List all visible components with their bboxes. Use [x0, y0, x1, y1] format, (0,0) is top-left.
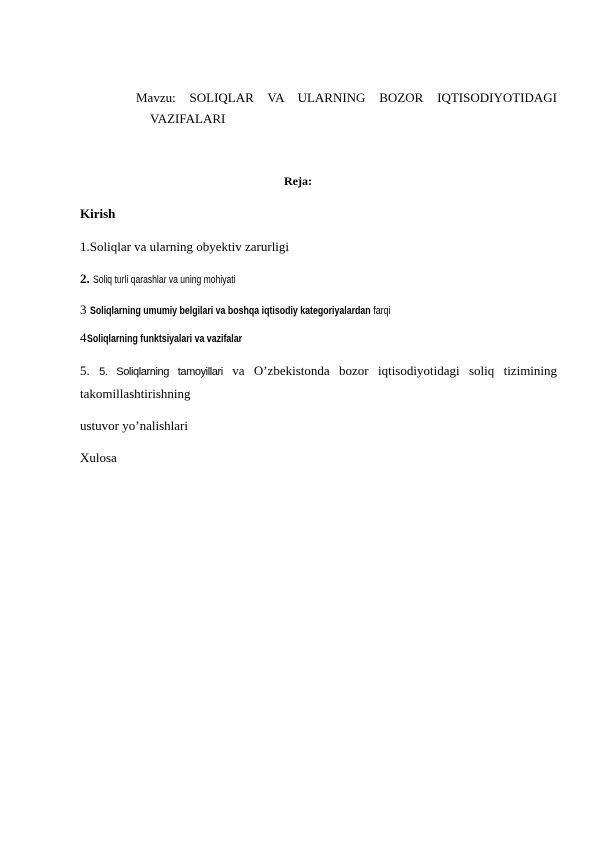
plan-item-5-line-2: takomillashtirishning [80, 386, 191, 401]
plan-item-2-text: Soliq turli qarashlar va uning mohiyati [93, 274, 236, 286]
plan-item-5-number: 5. [80, 363, 90, 378]
plan-item-5-line-1 [80, 363, 557, 380]
plan-item-2 [80, 271, 276, 288]
plan-item-1: 1.Soliqlar va ularning obyektiv zarurligi [80, 239, 290, 254]
plan-item-5-rest: va O’zbekistonda bozor iqtisodiyotidagi soliq tizimining [232, 363, 558, 378]
plan-item-3 [80, 302, 465, 319]
topic-title-line-2: VAZIFALARI [150, 111, 226, 126]
plan-item-3-body [90, 302, 390, 319]
topic-title-line-1: Mavzu: SOLIQLAR VA ULARNING BOZOR IQTISODIYOTIDAGI [136, 90, 557, 105]
plan-item-4-number: 4 [80, 330, 87, 345]
plan-item-4 [80, 330, 280, 347]
plan-item-5-line-3: ustuvor yo’nalishlari [80, 418, 188, 433]
plan-item-3-number: 3 [80, 302, 87, 317]
plan-item-3-bold-text: Soliqlarning umumiy belgilari va boshqa iqtisodiy kategoriyalardan [89, 305, 371, 317]
plan-item-intro: Kirish [80, 206, 116, 221]
plan-item-4-body [87, 330, 242, 347]
plan-item-3-tail: farqi [373, 305, 391, 317]
plan-item-4-text: Soliqlarning funktsiyalari va vazifalar [86, 333, 242, 345]
plan-heading: Reja: [284, 174, 312, 188]
plan-item-2-number: 2. [80, 271, 90, 286]
plan-item-5-condensed: 5. Soliqlarning tamoyillari [99, 366, 223, 378]
plan-item-conclusion: Xulosa [80, 450, 117, 465]
